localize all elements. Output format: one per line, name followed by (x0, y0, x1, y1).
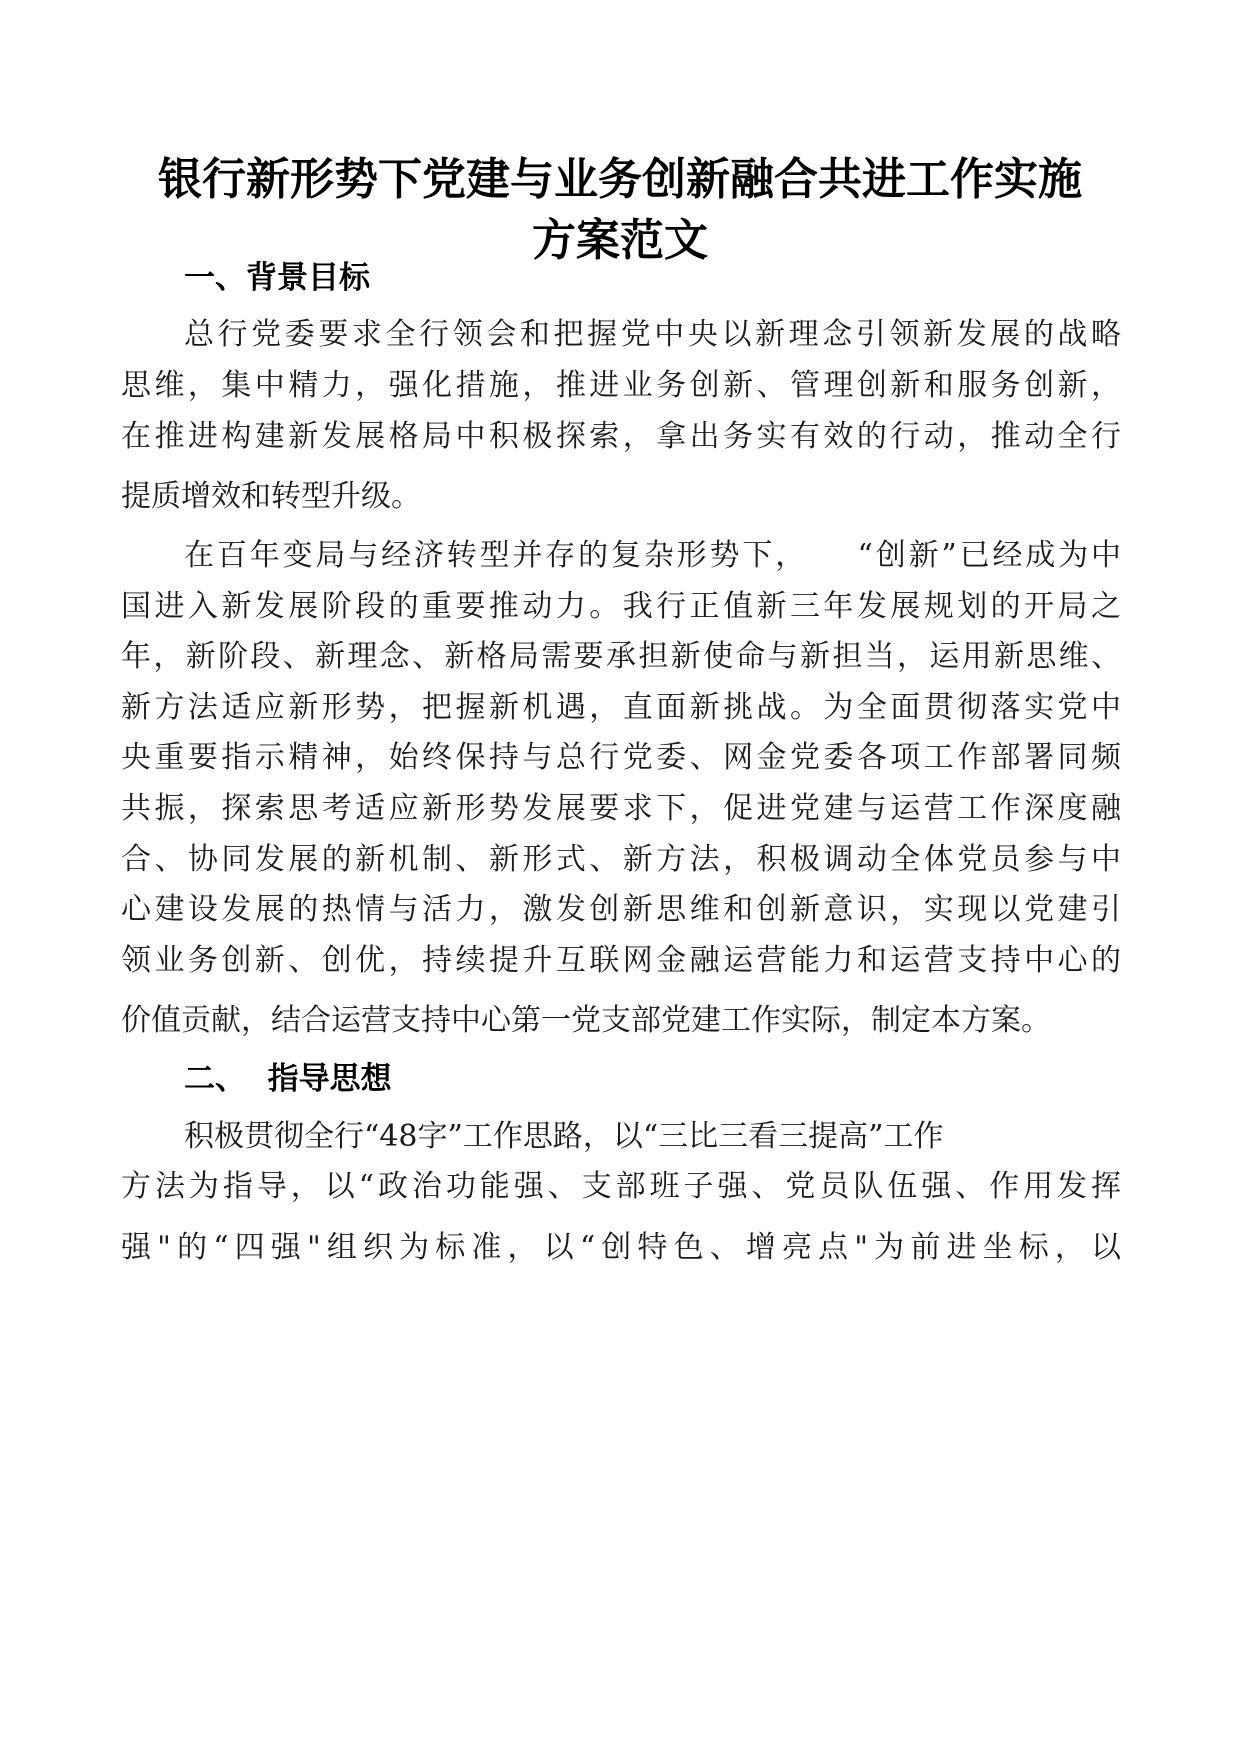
paragraph-line: 思维，集中精力，强化措施，推进业务创新、管理创新和服务创新， (121, 368, 1121, 403)
paragraph-line: 新方法适应新形势，把握新机遇，直面新挑战。为全面贯彻落实党中 (121, 690, 1121, 725)
paragraph-line: 提质增效和转型升级。 (121, 479, 421, 514)
paragraph-line: 合、协同发展的新机制、新形式、新方法，积极调动全体党员参与中 (121, 842, 1121, 877)
paragraph-line: 国进入新发展阶段的重要推动力。我行正值新三年发展规划的开局之 (121, 589, 1121, 624)
paragraph-line: 在百年变局与经济转型并存的复杂形势下， “创新”已经成为中 (184, 538, 1121, 573)
paragraph-line: 心建设发展的热情与活力，激发创新思维和创新意识，实现以党建引 (121, 892, 1121, 927)
paragraph-line: 总行党委要求全行领会和把握党中央以新理念引领新发展的战略 (184, 317, 1121, 352)
paragraph-line: 央重要指示精神，始终保持与总行党委、网金党委各项工作部署同频 (121, 740, 1121, 775)
section-heading-guiding-thought: 二、 指导思想 (184, 1061, 392, 1097)
section-heading-background-goals: 一、背景目标 (184, 260, 370, 296)
paragraph-line: 领业务创新、创优，持续提升互联网金融运营能力和运营支持中心的 (121, 943, 1121, 978)
document-title-line-1: 银行新形势下党建与业务创新融合共进工作实施 (158, 154, 1082, 205)
document-title-line-2: 方案范文 (532, 215, 708, 266)
paragraph-line: 年，新阶段、新理念、新格局需要承担新使命与新担当，运用新思维、 (121, 639, 1121, 674)
paragraph-line: 积极贯彻全行“48字”工作思路，以“三比三看三提高”工作 (184, 1119, 944, 1154)
paragraph-line: 价值贡献，结合运营支持中心第一党支部党建工作实际，制定本方案。 (121, 1003, 1051, 1038)
paragraph-line: 在推进构建新发展格局中积极探索，拿出务实有效的行动，推动全行 (121, 419, 1121, 454)
paragraph-line: 强"的“四强"组织为标准，以“创特色、增亮点"为前进坐标，以 (121, 1230, 1121, 1265)
paragraph-line: 方法为指导，以“政治功能强、支部班子强、党员队伍强、作用发挥 (121, 1169, 1121, 1204)
paragraph-line: 共振，探索思考适应新形势发展要求下，促进党建与运营工作深度融 (121, 791, 1121, 826)
